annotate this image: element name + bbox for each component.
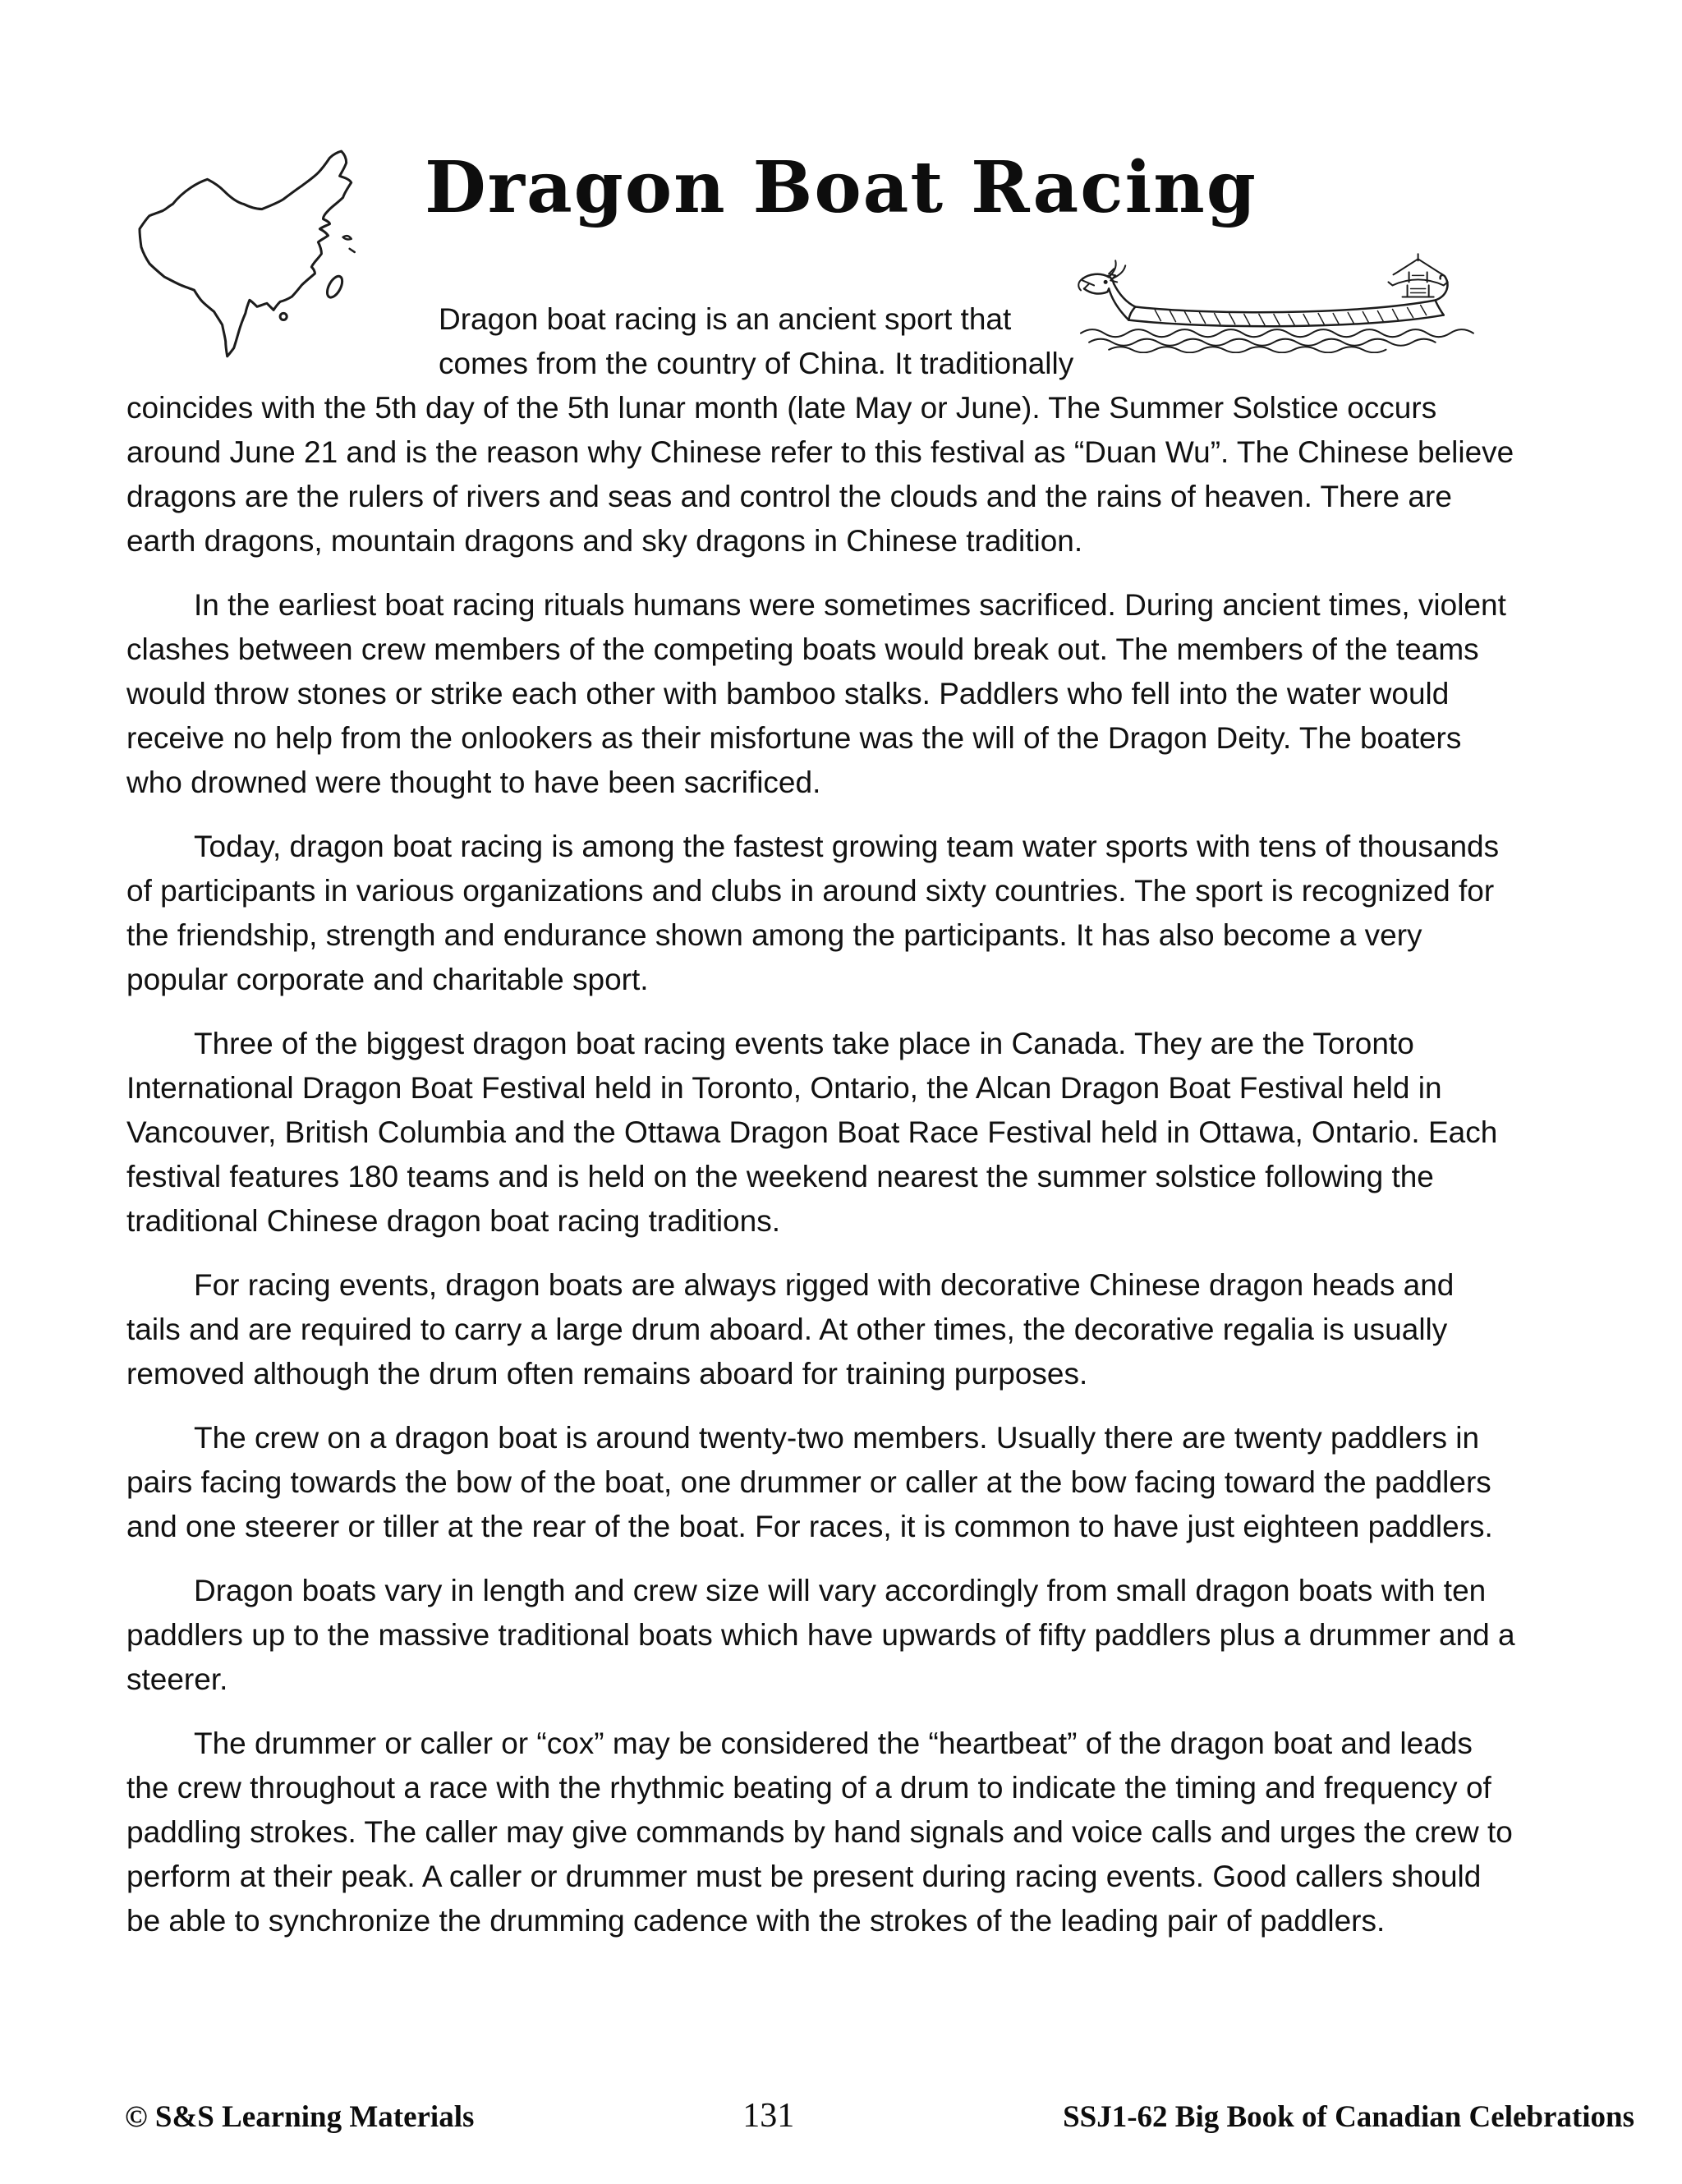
document-body: [126, 297, 1516, 1963]
paragraph-8: The drummer or caller or “cox” may be considered the “heartbeat” of the dragon boat and leads the crew throughout a race with the rhythmic beating of a drum to indicate the timing and frequency of paddling strokes. The caller may give commands by hand signals and voice calls and urges the crew to perform at their peak. A caller or drummer must be present during racing events. Good callers should be able to synchronize the drumming cadence with the strokes of the leading pair of paddlers.: [126, 1727, 1513, 1938]
paragraph-3: Today, dragon boat racing is among the fastest growing team water sports with tens of thousands of participants in various organizations and clubs in around sixty countries. The sport is recognized for the friendship, strength and endurance shown among the participants. It has also become a very popular corporate and charitable sport.: [126, 830, 1500, 996]
paragraph-5: For racing events, dragon boats are always rigged with decorative Chinese dragon heads and tails and are required to carry a large drum aboard. At other times, the decorative regalia is usually removed although the drum often remains aboard for training purposes.: [126, 1268, 1455, 1391]
paragraph-2: In the earliest boat racing rituals humans were sometimes sacrificed. During ancient times, violent clashes between crew members of the competing boats would break out. The members of the teams would throw stones or strike each other with bamboo stalks. Paddlers who fell into the water would receive no help from the onlookers as their misfortune was the will of the Dragon Deity. The boaters who drowned were thought to have been sacrificed.: [126, 588, 1506, 799]
footer-page-number: 131: [742, 2097, 795, 2135]
text-wrap-spacer-right: [1089, 297, 1516, 384]
paragraph-1: Dragon boat racing is an ancient sport that comes from the country of China. It traditionally coincides with the 5th day of the 5th lunar month (late May or June). The Summer Solstice occurs around June 21 and is the reason why Chinese refer to this festival as “Duan Wu”. The Chinese believe dragons are the rulers of rivers and seas and control the clouds and the rains of heaven. There are earth dragons, mountain dragons and sky dragons in Chinese tradition.: [126, 302, 1514, 558]
text-wrap-spacer-left: [126, 297, 439, 384]
paragraph-4: Three of the biggest dragon boat racing events take place in Canada. They are the Toronto International Dragon Boat Festival held in Toronto, Ontario, the Alcan Dragon Boat Festival held in Vancouver, British Columbia and the Ottawa Dragon Boat Race Festival held in Ottawa, Ontario. Each festival features 180 teams and is held on the weekend nearest the summer solstice following the traditional Chinese dragon boat racing traditions.: [126, 1027, 1498, 1238]
paragraph-7: Dragon boats vary in length and crew size will vary accordingly from small dragon boats with ten paddlers up to the massive traditional boats which have upwards of fifty paddlers plus a drummer and a steerer.: [126, 1574, 1515, 1696]
footer-book-title: SSJ1-62 Big Book of Canadian Celebrations: [1063, 2100, 1634, 2134]
paragraph-6: The crew on a dragon boat is around twenty-two members. Usually there are twenty paddlers in pairs facing towards the bow of the boat, one drummer or caller at the bow facing toward the paddlers and one steerer or tiller at the rear of the boat. For races, it is common to have just eighteen paddlers.: [126, 1421, 1493, 1543]
page-footer: [125, 2096, 1634, 2136]
page-title: Dragon Boat Racing: [425, 146, 1257, 229]
footer-copyright: © S&S Learning Materials: [125, 2100, 475, 2134]
